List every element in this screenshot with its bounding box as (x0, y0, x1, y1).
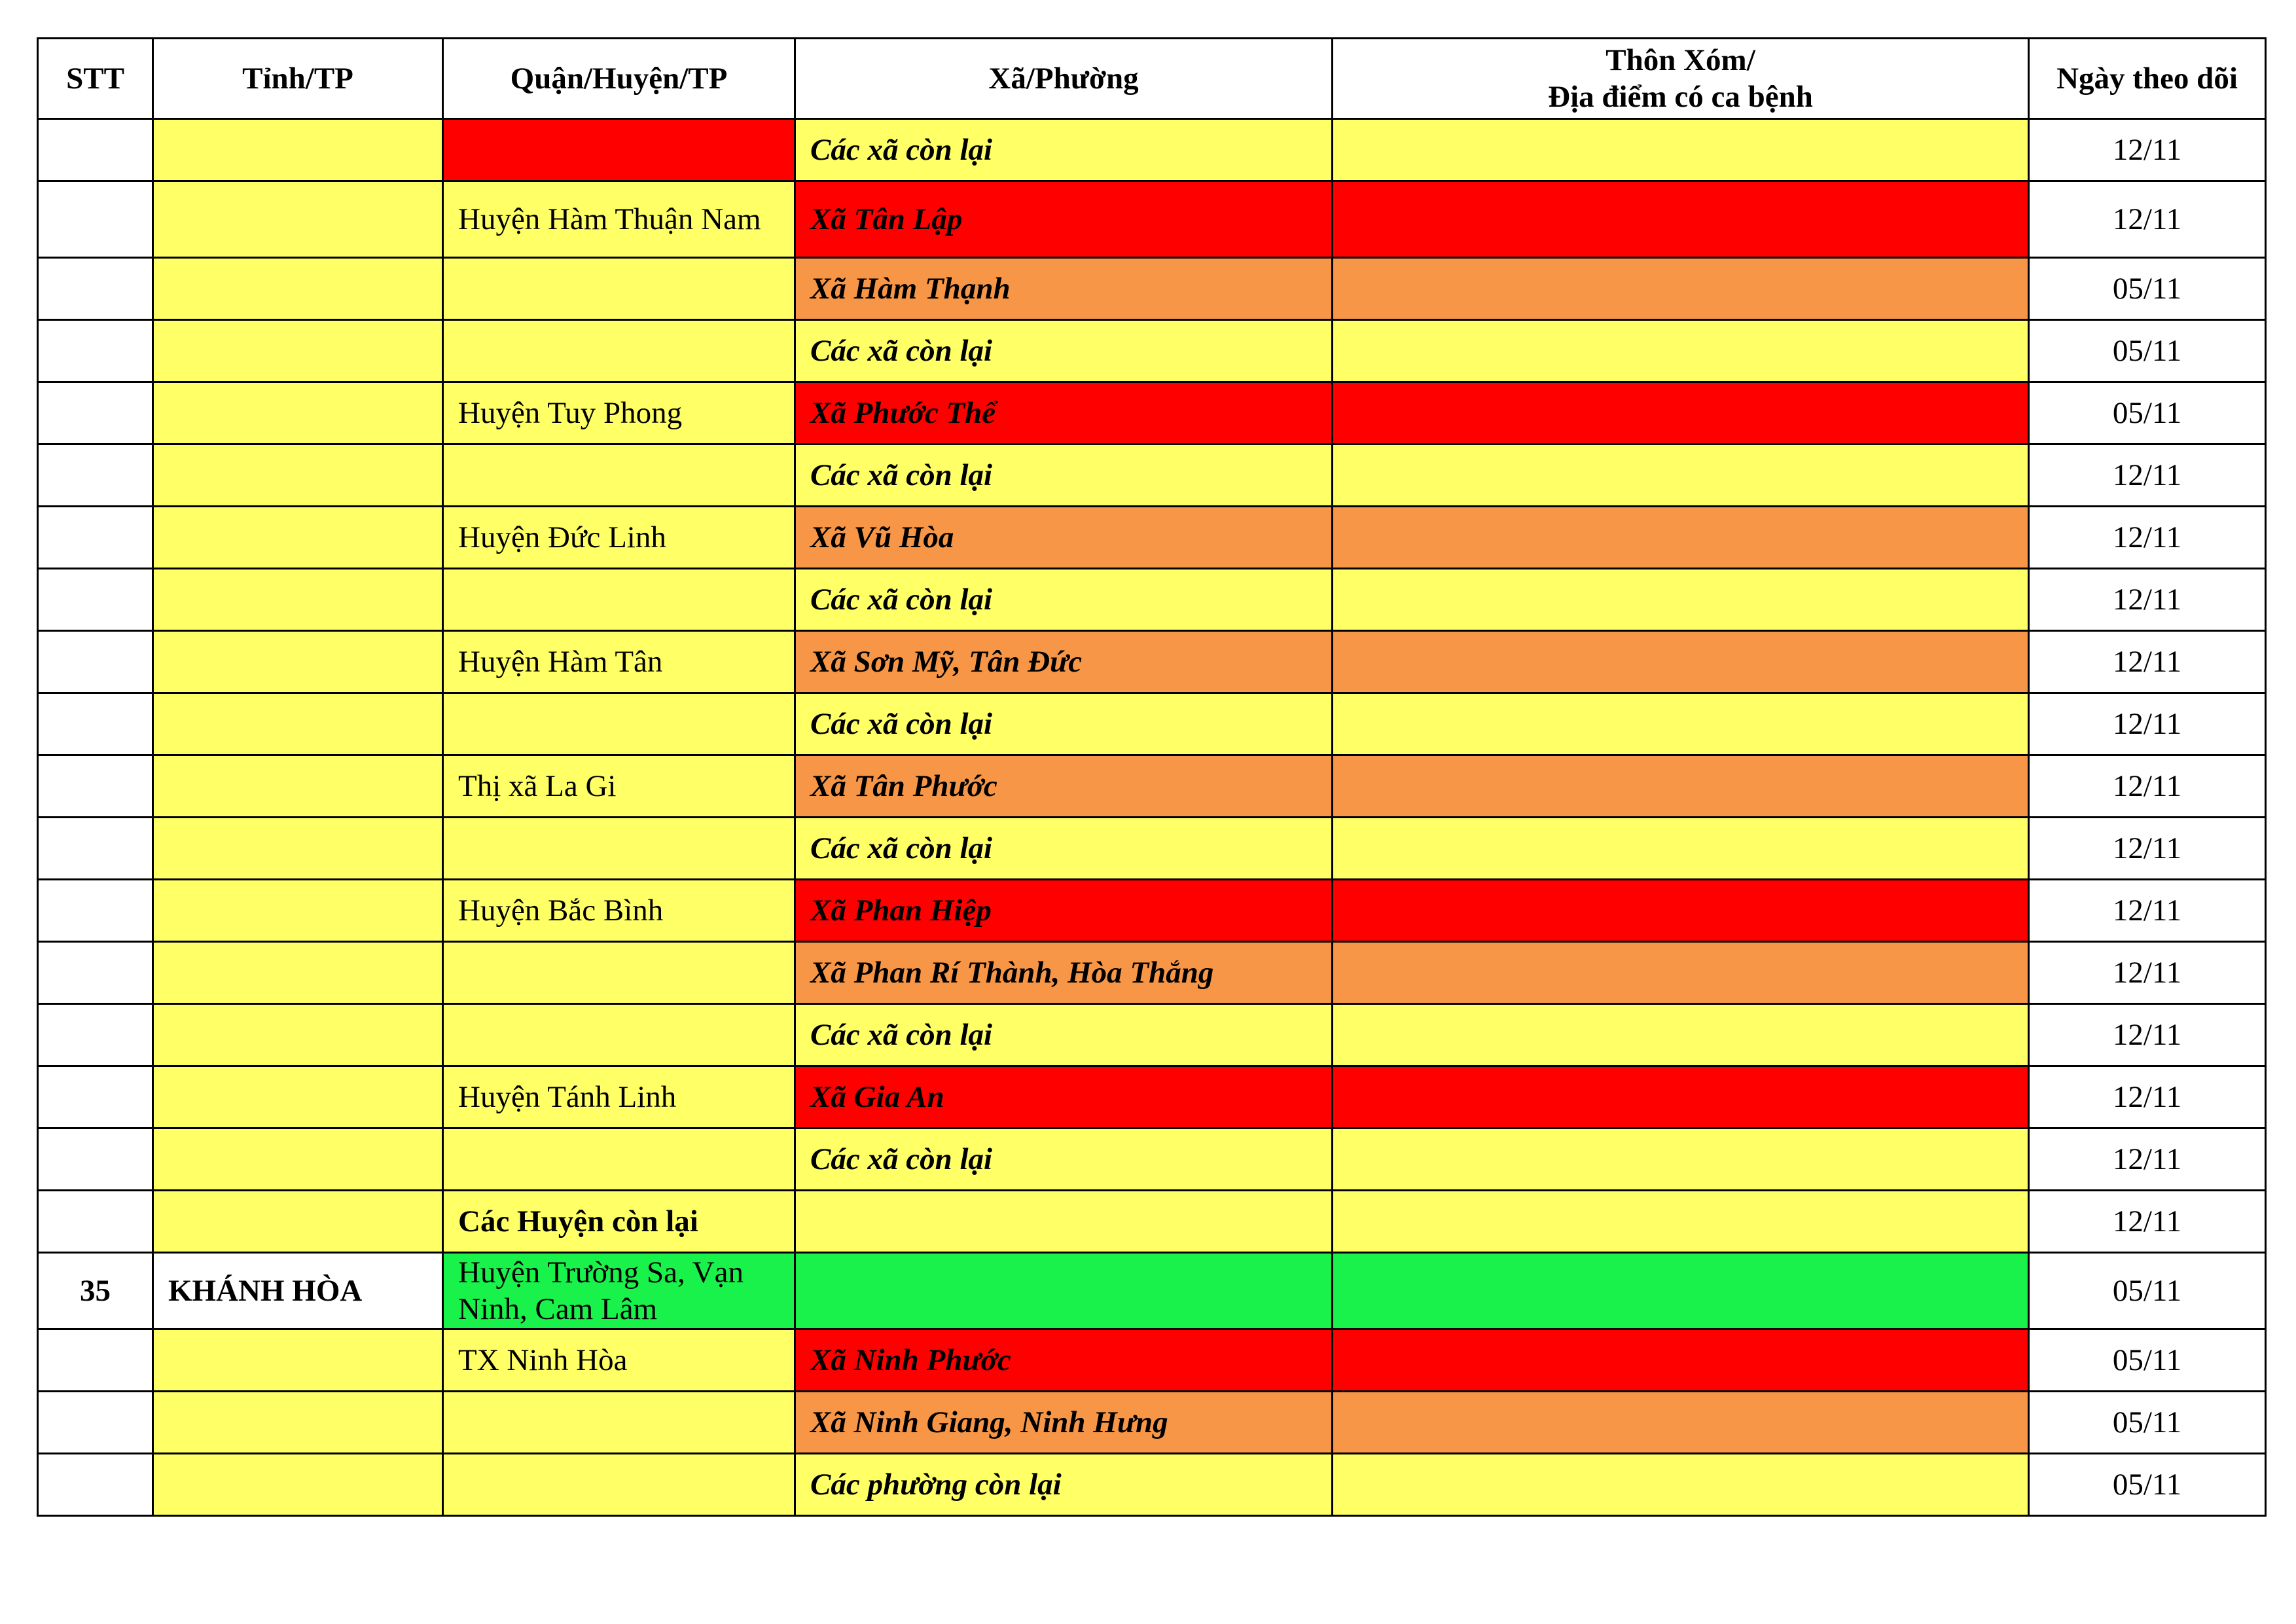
table-row (38, 693, 2266, 755)
header-ward: Xã/Phường (795, 39, 1333, 119)
cell-ward (795, 1191, 1333, 1253)
cell-stt (38, 1191, 153, 1253)
cell-stt (38, 382, 153, 444)
cell-province (153, 1128, 443, 1191)
cell-province (153, 444, 443, 507)
cell-date: 12/11 (2029, 181, 2266, 258)
header-hamlet (1333, 39, 2029, 119)
cell-hamlet (1333, 693, 2029, 755)
cell-ward: Xã Tân Lập (795, 181, 1333, 258)
table-row (38, 942, 2266, 1004)
cell-stt (38, 942, 153, 1004)
cell-ward: Các phường còn lại (795, 1454, 1333, 1516)
header-stt: STT (38, 39, 153, 119)
cell-date: 12/11 (2029, 569, 2266, 631)
cell-date: 12/11 (2029, 693, 2266, 755)
cell-hamlet (1333, 507, 2029, 569)
table-row (38, 1066, 2266, 1128)
cell-date: 12/11 (2029, 1066, 2266, 1128)
table-row (38, 755, 2266, 818)
cell-province (153, 818, 443, 880)
cell-hamlet (1333, 942, 2029, 1004)
table-row (38, 1392, 2266, 1454)
cell-hamlet (1333, 755, 2029, 818)
cell-district (443, 818, 795, 880)
cell-province (153, 1066, 443, 1128)
cell-stt (38, 119, 153, 181)
cell-district: TX Ninh Hòa (443, 1329, 795, 1392)
cell-ward: Các xã còn lại (795, 119, 1333, 181)
cell-stt (38, 1128, 153, 1191)
cell-ward: Các xã còn lại (795, 320, 1333, 382)
table-row (38, 258, 2266, 320)
cell-stt (38, 181, 153, 258)
cell-district (443, 444, 795, 507)
cell-date: 12/11 (2029, 119, 2266, 181)
cell-district: Huyện Trường Sa, Vạn Ninh, Cam Lâm (443, 1253, 795, 1329)
cell-ward: Các xã còn lại (795, 818, 1333, 880)
cell-district: Huyện Tánh Linh (443, 1066, 795, 1128)
cell-province (153, 507, 443, 569)
cell-district: Huyện Đức Linh (443, 507, 795, 569)
cell-date: 12/11 (2029, 444, 2266, 507)
cell-ward: Các xã còn lại (795, 1128, 1333, 1191)
cell-ward: Xã Vũ Hòa (795, 507, 1333, 569)
cell-hamlet (1333, 258, 2029, 320)
cell-stt (38, 880, 153, 942)
header-hamlet-line2: Địa điểm có ca bệnh (1548, 80, 1813, 114)
cell-ward: Các xã còn lại (795, 1004, 1333, 1066)
cell-hamlet (1333, 1004, 2029, 1066)
cell-date: 12/11 (2029, 942, 2266, 1004)
cell-district: Huyện Tuy Phong (443, 382, 795, 444)
cell-district (443, 258, 795, 320)
cell-stt (38, 631, 153, 693)
cell-hamlet (1333, 1392, 2029, 1454)
cell-ward: Xã Phan Rí Thành, Hòa Thắng (795, 942, 1333, 1004)
cell-ward: Xã Ninh Phước (795, 1329, 1333, 1392)
cell-province (153, 880, 443, 942)
cell-ward: Các xã còn lại (795, 693, 1333, 755)
table-row (38, 631, 2266, 693)
cell-stt (38, 507, 153, 569)
header-district: Quận/Huyện/TP (443, 39, 795, 119)
header-province: Tỉnh/TP (153, 39, 443, 119)
table-row (38, 880, 2266, 942)
cell-date: 12/11 (2029, 1128, 2266, 1191)
cell-province (153, 382, 443, 444)
cell-district (443, 320, 795, 382)
cell-hamlet (1333, 1329, 2029, 1392)
cell-stt (38, 320, 153, 382)
cell-stt (38, 1454, 153, 1516)
cell-date: 12/11 (2029, 1191, 2266, 1253)
cell-ward: Xã Tân Phước (795, 755, 1333, 818)
cell-date: 05/11 (2029, 320, 2266, 382)
cell-hamlet (1333, 320, 2029, 382)
cell-province (153, 569, 443, 631)
cell-district (443, 1128, 795, 1191)
cell-ward: Các xã còn lại (795, 444, 1333, 507)
cell-district: Huyện Hàm Thuận Nam (443, 181, 795, 258)
table-row (38, 382, 2266, 444)
cell-province (153, 1454, 443, 1516)
cell-date: 05/11 (2029, 1253, 2266, 1329)
cell-district: Thị xã La Gi (443, 755, 795, 818)
cell-province (153, 119, 443, 181)
table-row (38, 181, 2266, 258)
cell-stt: 35 (38, 1253, 153, 1329)
table-row (38, 1454, 2266, 1516)
cell-stt (38, 1066, 153, 1128)
cell-district (443, 569, 795, 631)
cell-hamlet (1333, 569, 2029, 631)
table-row (38, 1004, 2266, 1066)
cell-hamlet (1333, 1454, 2029, 1516)
cell-ward: Xã Phan Hiệp (795, 880, 1333, 942)
cell-province (153, 755, 443, 818)
cell-hamlet (1333, 119, 2029, 181)
cell-stt (38, 693, 153, 755)
table-row (38, 119, 2266, 181)
table-row (38, 320, 2266, 382)
header-row (38, 39, 2266, 119)
cell-date: 12/11 (2029, 755, 2266, 818)
cell-hamlet (1333, 444, 2029, 507)
cell-date: 12/11 (2029, 880, 2266, 942)
cell-hamlet (1333, 631, 2029, 693)
cell-district (443, 942, 795, 1004)
header-hamlet-line1: Thôn Xóm/ (1605, 43, 1755, 77)
cell-district: Huyện Bắc Bình (443, 880, 795, 942)
cell-ward: Các xã còn lại (795, 569, 1333, 631)
zone-table (37, 37, 2267, 1517)
cell-province (153, 1329, 443, 1392)
cell-province (153, 320, 443, 382)
cell-hamlet (1333, 818, 2029, 880)
cell-stt (38, 818, 153, 880)
cell-district (443, 693, 795, 755)
cell-ward: Xã Ninh Giang, Ninh Hưng (795, 1392, 1333, 1454)
cell-ward: Xã Sơn Mỹ, Tân Đức (795, 631, 1333, 693)
table-row (38, 1128, 2266, 1191)
cell-hamlet (1333, 1128, 2029, 1191)
table-row (38, 569, 2266, 631)
cell-date: 05/11 (2029, 1454, 2266, 1516)
table-row (38, 1253, 2266, 1329)
cell-province (153, 1191, 443, 1253)
cell-province (153, 1004, 443, 1066)
cell-district: Các Huyện còn lại (443, 1191, 795, 1253)
cell-date: 05/11 (2029, 1392, 2266, 1454)
cell-date: 12/11 (2029, 818, 2266, 880)
cell-province (153, 1392, 443, 1454)
table-body (38, 119, 2266, 1516)
cell-district (443, 1004, 795, 1066)
cell-date: 05/11 (2029, 1329, 2266, 1392)
cell-date: 12/11 (2029, 507, 2266, 569)
table-row (38, 818, 2266, 880)
cell-stt (38, 755, 153, 818)
cell-hamlet (1333, 382, 2029, 444)
cell-hamlet (1333, 181, 2029, 258)
cell-district (443, 119, 795, 181)
cell-district: Huyện Hàm Tân (443, 631, 795, 693)
cell-province (153, 693, 443, 755)
cell-province (153, 181, 443, 258)
cell-ward: Xã Phước Thể (795, 382, 1333, 444)
cell-hamlet (1333, 880, 2029, 942)
cell-province (153, 942, 443, 1004)
cell-hamlet (1333, 1066, 2029, 1128)
cell-ward: Xã Gia An (795, 1066, 1333, 1128)
cell-stt (38, 569, 153, 631)
cell-province: KHÁNH HÒA (153, 1253, 443, 1329)
cell-hamlet (1333, 1253, 2029, 1329)
cell-ward (795, 1253, 1333, 1329)
cell-province (153, 258, 443, 320)
table-row (38, 1191, 2266, 1253)
table-row (38, 507, 2266, 569)
cell-district (443, 1392, 795, 1454)
cell-ward: Xã Hàm Thạnh (795, 258, 1333, 320)
cell-stt (38, 444, 153, 507)
table-row (38, 1329, 2266, 1392)
cell-stt (38, 1004, 153, 1066)
cell-date: 05/11 (2029, 258, 2266, 320)
cell-province (153, 631, 443, 693)
header-date: Ngày theo dõi (2029, 39, 2266, 119)
cell-stt (38, 1329, 153, 1392)
cell-date: 12/11 (2029, 1004, 2266, 1066)
table-row (38, 444, 2266, 507)
cell-hamlet (1333, 1191, 2029, 1253)
cell-date: 05/11 (2029, 382, 2266, 444)
cell-stt (38, 258, 153, 320)
cell-date: 12/11 (2029, 631, 2266, 693)
cell-stt (38, 1392, 153, 1454)
cell-district (443, 1454, 795, 1516)
